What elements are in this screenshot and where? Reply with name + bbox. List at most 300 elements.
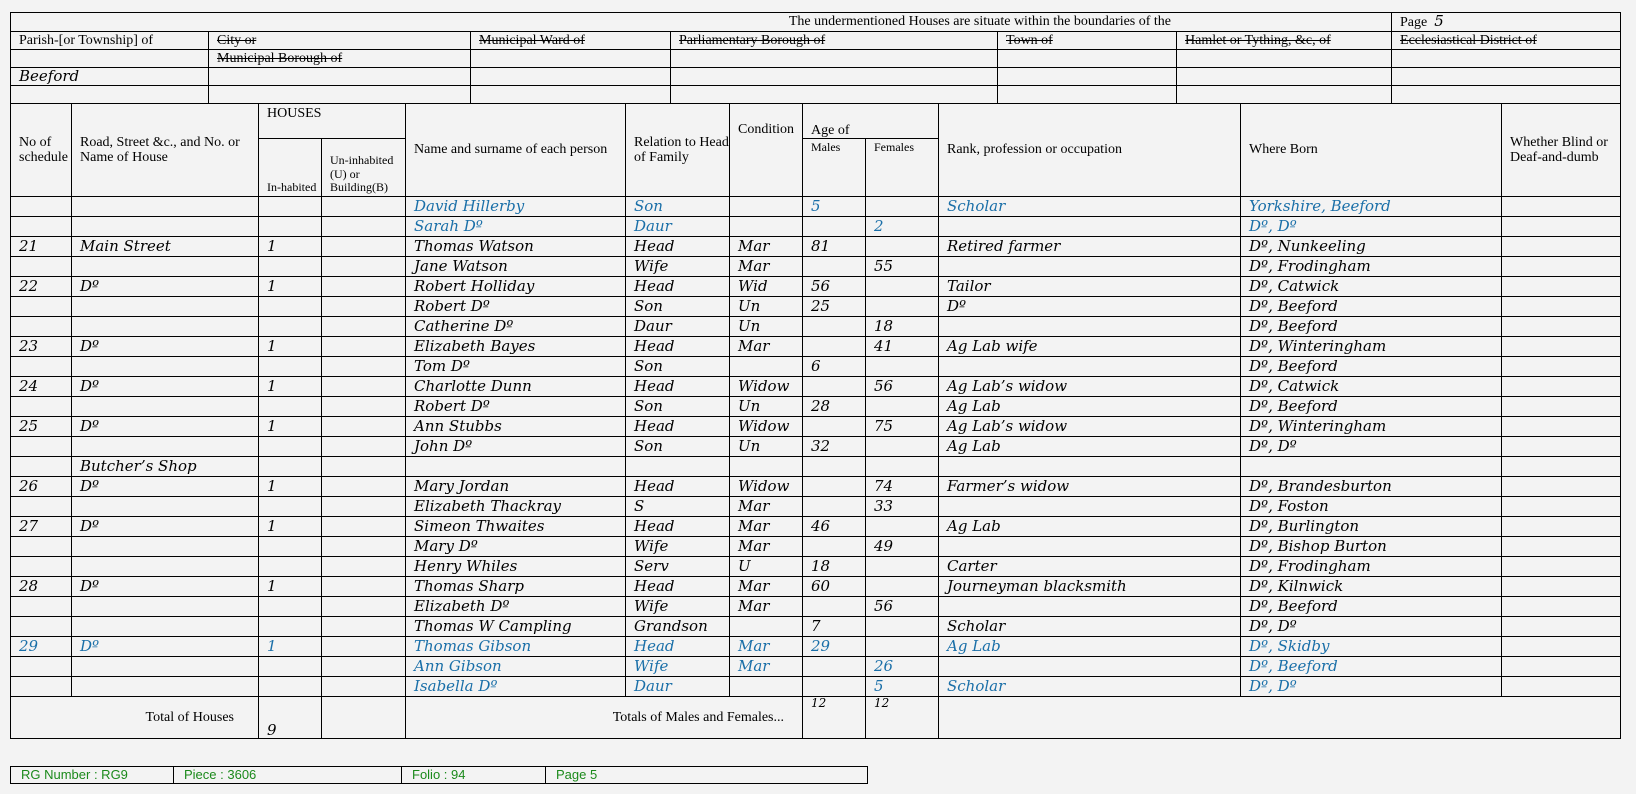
schedule-no-cell [11, 617, 72, 637]
relation-cell: Head [626, 277, 730, 297]
age-male-cell: 7 [803, 617, 866, 637]
census-page [10, 12, 1620, 739]
schedule-no-cell [11, 677, 72, 697]
person-name-cell [406, 457, 626, 477]
relation-cell [626, 457, 730, 477]
blind-deaf-cell [1502, 337, 1621, 357]
birthplace-cell: Dº, Dº [1241, 677, 1502, 697]
inhabited-cell: 1 [259, 637, 322, 657]
age-male-cell [803, 597, 866, 617]
inhabited-cell: 1 [259, 277, 322, 297]
road-name-cell: Dº [72, 477, 259, 497]
age-female-cell [866, 517, 939, 537]
occupation-cell: Ag Lab [939, 397, 1241, 417]
blind-deaf-cell [1502, 497, 1621, 517]
blind-deaf-cell [1502, 377, 1621, 397]
occupation-cell: Tailor [939, 277, 1241, 297]
occupation-cell: Carter [939, 557, 1241, 577]
occupation-cell: Ag Lab [939, 637, 1241, 657]
uninhabited-cell [322, 597, 406, 617]
uninhabited-cell [322, 457, 406, 477]
condition-cell: U [730, 557, 803, 577]
uninhabited-cell [322, 297, 406, 317]
footer-page: Page 5 [546, 767, 868, 784]
age-male-cell [803, 537, 866, 557]
col-age-of: Age of [803, 104, 939, 139]
age-female-cell: 41 [866, 337, 939, 357]
road-name-cell: Dº [72, 277, 259, 297]
age-male-cell [803, 377, 866, 397]
inhabited-cell: 1 [259, 517, 322, 537]
ecclesiastical-label: Ecclesiastical District of [1392, 32, 1621, 50]
person-name-cell: Robert Dº [406, 397, 626, 417]
age-female-cell [866, 277, 939, 297]
schedule-no-cell: 27 [11, 517, 72, 537]
table-row [11, 337, 1621, 357]
uninhabited-cell [322, 317, 406, 337]
age-male-cell [803, 217, 866, 237]
relation-cell: Head [626, 337, 730, 357]
table-row [11, 297, 1621, 317]
occupation-cell: Ag Lab [939, 437, 1241, 457]
uninhabited-cell [322, 257, 406, 277]
age-female-cell: 26 [866, 657, 939, 677]
page-number-cell [1392, 13, 1621, 32]
schedule-no-cell [11, 397, 72, 417]
occupation-cell [939, 597, 1241, 617]
col-road: Road, Street &c., and No. or Name of House [72, 104, 259, 197]
inhabited-cell: 1 [259, 417, 322, 437]
uninhabited-cell [322, 577, 406, 597]
birthplace-cell: Dº, Nunkeeling [1241, 237, 1502, 257]
age-female-cell: 75 [866, 417, 939, 437]
road-name-cell [72, 557, 259, 577]
age-female-cell [866, 617, 939, 637]
blind-deaf-cell [1502, 617, 1621, 637]
road-name-cell: Dº [72, 377, 259, 397]
inhabited-cell [259, 657, 322, 677]
blind-deaf-cell [1502, 537, 1621, 557]
age-male-cell [803, 317, 866, 337]
blind-deaf-cell [1502, 677, 1621, 697]
road-name-cell [72, 297, 259, 317]
condition-cell: Mar [730, 517, 803, 537]
blind-deaf-cell [1502, 557, 1621, 577]
age-male-cell: 28 [803, 397, 866, 417]
relation-cell: Head [626, 637, 730, 657]
uninhabited-cell [322, 377, 406, 397]
birthplace-cell: Dº, Beeford [1241, 357, 1502, 377]
birthplace-cell: Dº, Dº [1241, 217, 1502, 237]
table-row [11, 477, 1621, 497]
condition-cell: Mar [730, 497, 803, 517]
census-rows [11, 197, 1621, 697]
uninhabited-cell [322, 477, 406, 497]
table-row [11, 217, 1621, 237]
person-name-cell: Sarah Dº [406, 217, 626, 237]
age-male-cell [803, 657, 866, 677]
blind-deaf-cell [1502, 417, 1621, 437]
municipal-ward-label: Municipal Ward of [471, 32, 671, 50]
relation-cell: Son [626, 437, 730, 457]
age-female-cell [866, 577, 939, 597]
blind-deaf-cell [1502, 397, 1621, 417]
reference-footer [10, 766, 868, 784]
road-name-cell [72, 677, 259, 697]
person-name-cell: Ann Stubbs [406, 417, 626, 437]
uninhabited-cell [322, 657, 406, 677]
birthplace-cell: Dº, Frodingham [1241, 257, 1502, 277]
col-born: Where Born [1241, 104, 1502, 197]
relation-cell: S [626, 497, 730, 517]
occupation-cell: Ag Lab’s widow [939, 377, 1241, 397]
road-name-cell [72, 197, 259, 217]
relation-cell: Head [626, 477, 730, 497]
page-number: 5 [1434, 12, 1444, 31]
age-male-cell [803, 457, 866, 477]
schedule-no-cell [11, 217, 72, 237]
age-male-cell [803, 257, 866, 277]
table-row [11, 677, 1621, 697]
relation-cell: Wife [626, 597, 730, 617]
relation-cell: Son [626, 197, 730, 217]
condition-cell: Mar [730, 657, 803, 677]
condition-cell: Mar [730, 257, 803, 277]
occupation-cell: Ag Lab wife [939, 337, 1241, 357]
boundaries-header [10, 12, 1621, 104]
totals-persons-label: Totals of Males and Females... [406, 697, 803, 739]
birthplace-cell: Dº, Brandesburton [1241, 477, 1502, 497]
road-name-cell [72, 437, 259, 457]
person-name-cell: John Dº [406, 437, 626, 457]
occupation-cell: Scholar [939, 617, 1241, 637]
age-female-cell [866, 357, 939, 377]
blind-deaf-cell [1502, 657, 1621, 677]
occupation-cell: Dº [939, 297, 1241, 317]
birthplace-cell: Dº, Beeford [1241, 297, 1502, 317]
person-name-cell: Simeon Thwaites [406, 517, 626, 537]
age-female-cell [866, 557, 939, 577]
inhabited-cell [259, 217, 322, 237]
schedule-no-cell: 28 [11, 577, 72, 597]
table-row [11, 537, 1621, 557]
table-row [11, 457, 1621, 477]
birthplace-cell: Dº, Beeford [1241, 397, 1502, 417]
person-name-cell: Thomas Sharp [406, 577, 626, 597]
census-table [10, 103, 1621, 739]
schedule-no-cell [11, 457, 72, 477]
occupation-cell: Ag Lab’s widow [939, 417, 1241, 437]
birthplace-cell: Dº, Frodingham [1241, 557, 1502, 577]
birthplace-cell: Dº, Kilnwick [1241, 577, 1502, 597]
condition-cell [730, 457, 803, 477]
road-name-cell [72, 257, 259, 277]
inhabited-cell [259, 437, 322, 457]
condition-cell [730, 357, 803, 377]
table-row [11, 417, 1621, 437]
relation-cell: Son [626, 297, 730, 317]
col-occupation: Rank, profession or occupation [939, 104, 1241, 197]
occupation-cell [939, 457, 1241, 477]
schedule-no-cell: 24 [11, 377, 72, 397]
relation-cell: Wife [626, 657, 730, 677]
person-name-cell: Robert Holliday [406, 277, 626, 297]
town-label: Town of [998, 32, 1177, 50]
person-name-cell: Jane Watson [406, 257, 626, 277]
age-male-cell [803, 417, 866, 437]
inhabited-cell [259, 677, 322, 697]
table-row [11, 557, 1621, 577]
birthplace-cell: Dº, Dº [1241, 617, 1502, 637]
table-row [11, 317, 1621, 337]
table-row [11, 397, 1621, 417]
road-name-cell: Dº [72, 417, 259, 437]
occupation-cell: Scholar [939, 197, 1241, 217]
schedule-no-cell [11, 297, 72, 317]
age-female-cell [866, 637, 939, 657]
condition-cell [730, 197, 803, 217]
age-male-cell: 60 [803, 577, 866, 597]
person-name-cell: Charlotte Dunn [406, 377, 626, 397]
table-row [11, 577, 1621, 597]
inhabited-cell [259, 457, 322, 477]
inhabited-cell [259, 297, 322, 317]
inhabited-cell [259, 317, 322, 337]
relation-cell: Son [626, 357, 730, 377]
uninhabited-cell [322, 637, 406, 657]
road-name-cell [72, 317, 259, 337]
table-row [11, 617, 1621, 637]
inhabited-cell: 1 [259, 337, 322, 357]
condition-cell [730, 677, 803, 697]
relation-cell: Head [626, 417, 730, 437]
col-inhabited: In-habited [259, 139, 322, 197]
person-name-cell: Tom Dº [406, 357, 626, 377]
occupation-cell [939, 357, 1241, 377]
road-name-cell [72, 357, 259, 377]
city-label: City or [209, 32, 471, 50]
birthplace-cell: Yorkshire, Beeford [1241, 197, 1502, 217]
age-male-cell: 25 [803, 297, 866, 317]
person-name-cell: Catherine Dº [406, 317, 626, 337]
inhabited-cell [259, 197, 322, 217]
col-condition: Condition [730, 104, 803, 197]
condition-cell: Mar [730, 237, 803, 257]
birthplace-cell: Dº, Beeford [1241, 657, 1502, 677]
municipal-borough-label: Municipal Borough of [209, 50, 471, 68]
person-name-cell: David Hillerby [406, 197, 626, 217]
blind-deaf-cell [1502, 477, 1621, 497]
parish-value: Beeford [11, 68, 209, 86]
inhabited-cell [259, 357, 322, 377]
person-name-cell: Ann Gibson [406, 657, 626, 677]
occupation-cell [939, 317, 1241, 337]
uninhabited-cell [322, 437, 406, 457]
schedule-no-cell [11, 537, 72, 557]
uninhabited-cell [322, 277, 406, 297]
condition-cell: Un [730, 297, 803, 317]
occupation-cell: Journeyman blacksmith [939, 577, 1241, 597]
schedule-no-cell [11, 257, 72, 277]
inhabited-cell: 1 [259, 237, 322, 257]
condition-cell: Un [730, 317, 803, 337]
col-blind: Whether Blind or Deaf-and-dumb [1502, 104, 1621, 197]
uninhabited-cell [322, 217, 406, 237]
occupation-cell: Ag Lab [939, 517, 1241, 537]
blind-deaf-cell [1502, 357, 1621, 377]
road-name-cell: Dº [72, 637, 259, 657]
folio-number: Folio : 94 [402, 767, 546, 784]
uninhabited-cell [322, 617, 406, 637]
birthplace-cell: Dº, Bishop Burton [1241, 537, 1502, 557]
road-name-cell: Butcher’s Shop [72, 457, 259, 477]
table-row [11, 237, 1621, 257]
relation-cell: Wife [626, 257, 730, 277]
condition-cell: Widow [730, 417, 803, 437]
relation-cell: Head [626, 237, 730, 257]
condition-cell: Widow [730, 477, 803, 497]
occupation-cell: Retired farmer [939, 237, 1241, 257]
uninhabited-cell [322, 537, 406, 557]
condition-cell: Wid [730, 277, 803, 297]
condition-cell: Mar [730, 537, 803, 557]
parliamentary-label: Parliamentary Borough of [671, 32, 998, 50]
col-females: Females [866, 139, 939, 197]
total-houses-value: 9 [259, 697, 322, 739]
occupation-cell: Scholar [939, 677, 1241, 697]
age-female-cell [866, 437, 939, 457]
age-female-cell [866, 397, 939, 417]
age-male-cell: 5 [803, 197, 866, 217]
birthplace-cell: Dº, Burlington [1241, 517, 1502, 537]
blind-deaf-cell [1502, 597, 1621, 617]
blind-deaf-cell [1502, 457, 1621, 477]
piece-number: Piece : 3606 [174, 767, 402, 784]
age-female-cell: 2 [866, 217, 939, 237]
inhabited-cell [259, 497, 322, 517]
road-name-cell [72, 657, 259, 677]
uninhabited-cell [322, 237, 406, 257]
age-male-cell: 32 [803, 437, 866, 457]
blind-deaf-cell [1502, 277, 1621, 297]
uninhabited-cell [322, 517, 406, 537]
age-female-cell: 18 [866, 317, 939, 337]
blind-deaf-cell [1502, 297, 1621, 317]
page-label: Page [1400, 15, 1428, 31]
occupation-cell: Farmer’s widow [939, 477, 1241, 497]
schedule-no-cell: 22 [11, 277, 72, 297]
uninhabited-cell [322, 197, 406, 217]
birthplace-cell: Dº, Catwick [1241, 377, 1502, 397]
age-male-cell [803, 677, 866, 697]
rg-number: RG Number : RG9 [11, 767, 174, 784]
col-houses: HOUSES [259, 104, 406, 139]
relation-cell: Head [626, 517, 730, 537]
blind-deaf-cell [1502, 317, 1621, 337]
inhabited-cell [259, 617, 322, 637]
age-female-cell [866, 237, 939, 257]
road-name-cell: Dº [72, 577, 259, 597]
birthplace-cell: Dº, Foston [1241, 497, 1502, 517]
table-row [11, 437, 1621, 457]
total-males: 12 [803, 697, 866, 739]
age-female-cell: 33 [866, 497, 939, 517]
parish-label: Parish-[or Township] of [11, 32, 209, 50]
person-name-cell: Thomas Watson [406, 237, 626, 257]
birthplace-cell: Dº, Beeford [1241, 317, 1502, 337]
schedule-no-cell [11, 657, 72, 677]
col-males: Males [803, 139, 866, 197]
blind-deaf-cell [1502, 637, 1621, 657]
relation-cell: Head [626, 377, 730, 397]
hamlet-label: Hamlet or Tything, &c, of [1177, 32, 1392, 50]
condition-cell: Un [730, 437, 803, 457]
age-male-cell [803, 337, 866, 357]
age-female-cell: 55 [866, 257, 939, 277]
table-row [11, 277, 1621, 297]
table-row [11, 517, 1621, 537]
blind-deaf-cell [1502, 437, 1621, 457]
schedule-no-cell [11, 557, 72, 577]
person-name-cell: Isabella Dº [406, 677, 626, 697]
uninhabited-cell [322, 357, 406, 377]
schedule-no-cell [11, 497, 72, 517]
road-name-cell [72, 497, 259, 517]
age-female-cell: 49 [866, 537, 939, 557]
age-male-cell: 6 [803, 357, 866, 377]
table-row [11, 357, 1621, 377]
uninhabited-cell [322, 497, 406, 517]
condition-cell: Widow [730, 377, 803, 397]
occupation-cell [939, 657, 1241, 677]
blind-deaf-cell [1502, 217, 1621, 237]
person-name-cell: Elizabeth Dº [406, 597, 626, 617]
inhabited-cell [259, 257, 322, 277]
col-schedule: No of schedule [11, 104, 72, 197]
condition-cell: Mar [730, 337, 803, 357]
banner-text: The undermentioned Houses are situate within the boundaries of the [11, 13, 1392, 32]
relation-cell: Daur [626, 677, 730, 697]
road-name-cell [72, 617, 259, 637]
relation-cell: Daur [626, 217, 730, 237]
age-male-cell [803, 477, 866, 497]
condition-cell [730, 617, 803, 637]
total-females: 12 [866, 697, 939, 739]
inhabited-cell [259, 397, 322, 417]
col-name: Name and surname of each person [406, 104, 626, 197]
blind-deaf-cell [1502, 197, 1621, 217]
table-row [11, 377, 1621, 397]
birthplace-cell: Dº, Catwick [1241, 277, 1502, 297]
road-name-cell: Main Street [72, 237, 259, 257]
relation-cell: Serv [626, 557, 730, 577]
blind-deaf-cell [1502, 257, 1621, 277]
age-male-cell: 18 [803, 557, 866, 577]
relation-cell: Wife [626, 537, 730, 557]
col-relation: Relation to Head of Family [626, 104, 730, 197]
age-female-cell: 56 [866, 597, 939, 617]
relation-cell: Son [626, 397, 730, 417]
road-name-cell: Dº [72, 337, 259, 357]
age-female-cell: 56 [866, 377, 939, 397]
schedule-no-cell [11, 357, 72, 377]
occupation-cell [939, 217, 1241, 237]
age-female-cell [866, 297, 939, 317]
person-name-cell: Mary Dº [406, 537, 626, 557]
table-row [11, 197, 1621, 217]
table-row [11, 657, 1621, 677]
blind-deaf-cell [1502, 517, 1621, 537]
